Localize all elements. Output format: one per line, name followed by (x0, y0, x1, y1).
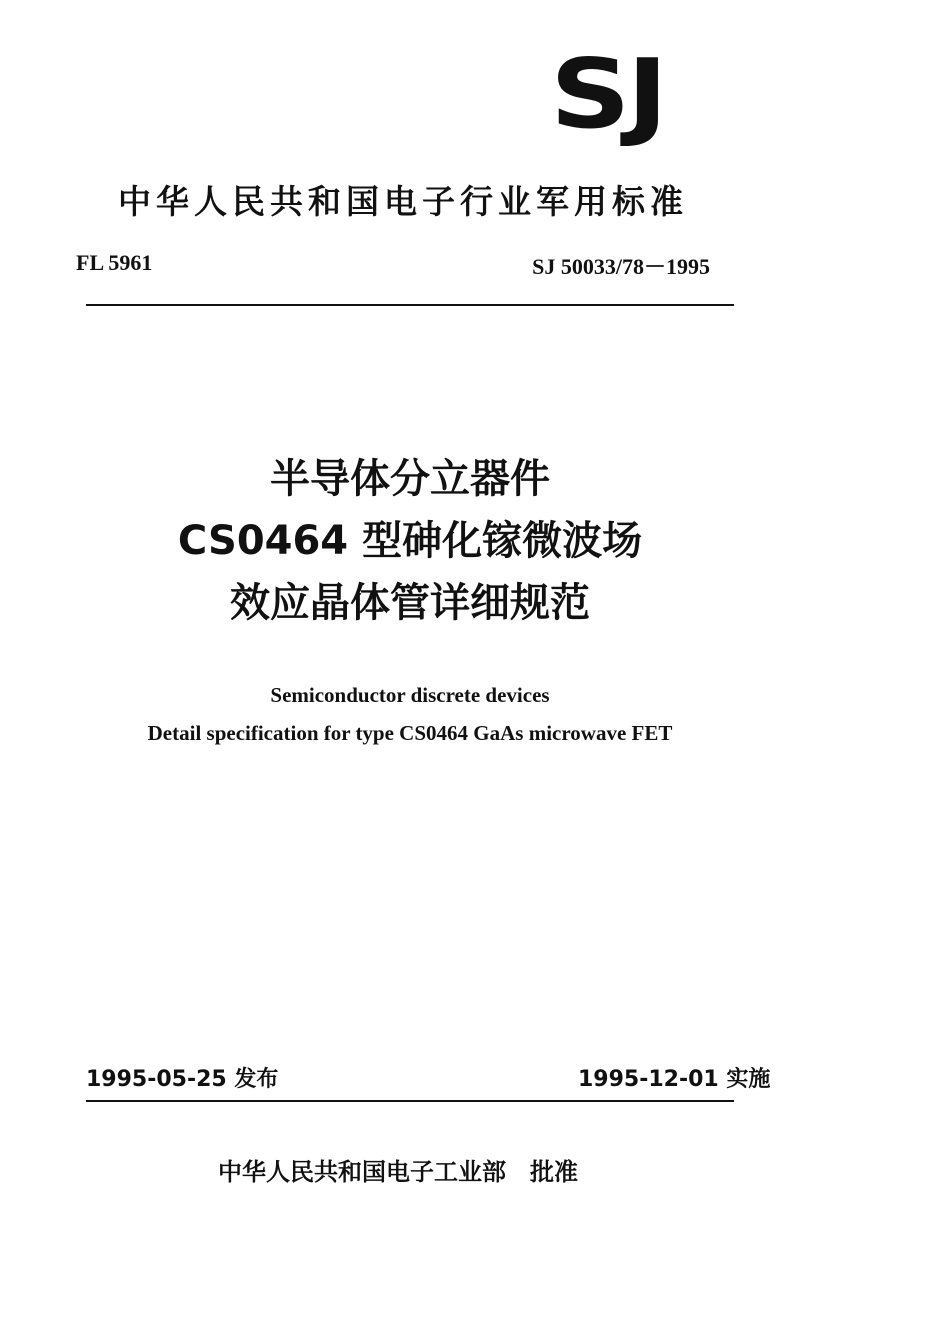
header-divider (86, 304, 734, 306)
en-title-line-2: Detail specification for type CS0464 GaAs microwave FET (147, 721, 673, 745)
standard-number: SJ 50033/78－1995 (532, 254, 710, 279)
document-title-en (80, 676, 740, 752)
classification-code: FL 5961 (76, 250, 153, 275)
approving-authority: 中华人民共和国电子工业部 (218, 1158, 506, 1186)
footer-divider (86, 1100, 734, 1102)
effective-date: 1995-12-01 实施 (578, 1067, 771, 1092)
en-title-line-1: Semiconductor discrete devices (270, 683, 550, 707)
title-line-3: 效应晶体管详细规范 (230, 580, 590, 626)
issue-date: 1995-05-25 发布 (86, 1067, 279, 1092)
approval-action: 批准 (530, 1158, 578, 1186)
document-title-zh (100, 448, 720, 634)
sj-logo: SJ (550, 39, 665, 150)
approval-line (218, 1152, 578, 1187)
title-line-1: 半导体分立器件 (270, 456, 550, 502)
standard-category-title: 中华人民共和国电子行业军用标准 (118, 182, 688, 221)
title-line-2: CS0464 型砷化镓微波场 (177, 518, 643, 564)
